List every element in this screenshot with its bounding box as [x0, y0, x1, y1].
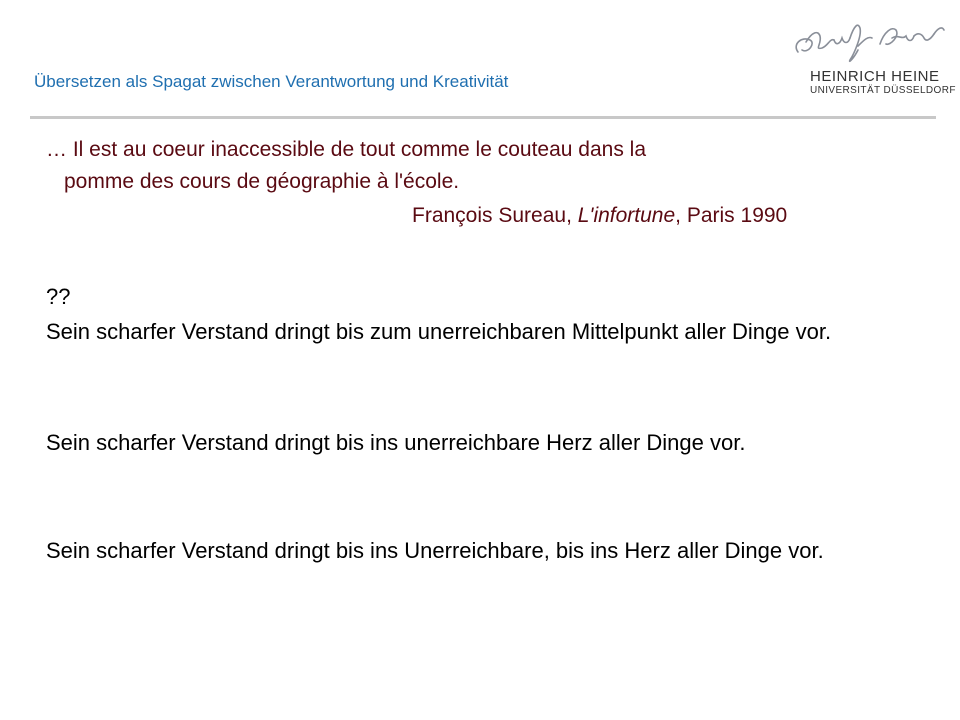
slide-header-title: Übersetzen als Spagat zwischen Verantwortung und Kreativität	[34, 72, 509, 91]
translation-3: Sein scharfer Verstand dringt bis ins Unerreichbare, bis ins Herz aller Dinge vor.	[46, 538, 824, 563]
logo-text-university: UNIVERSITÄT DÜSSELDORF	[810, 85, 956, 96]
source-author: François Sureau,	[412, 204, 578, 227]
university-logo	[788, 14, 956, 100]
question-marker: ??	[46, 284, 71, 309]
quote-line-1: … Il est au coeur inaccessible de tout comme le couteau dans la	[46, 138, 646, 161]
quote-source	[412, 204, 787, 228]
signature-icon	[788, 14, 948, 66]
translation-2: Sein scharfer Verstand dringt bis ins unerreichbare Herz aller Dinge vor.	[46, 430, 746, 455]
source-book-title: L'infortune	[577, 204, 676, 227]
translation-1: Sein scharfer Verstand dringt bis zum unerreichbaren Mittelpunkt aller Dinge vor.	[46, 319, 832, 344]
logo-text-heinrich-heine: HEINRICH HEINE	[810, 68, 940, 85]
french-quote	[46, 134, 896, 198]
source-place-year: , Paris 1990	[675, 204, 788, 227]
quote-line-2: pomme des cours de géographie à l'école.	[64, 170, 460, 193]
header-divider	[30, 116, 936, 119]
